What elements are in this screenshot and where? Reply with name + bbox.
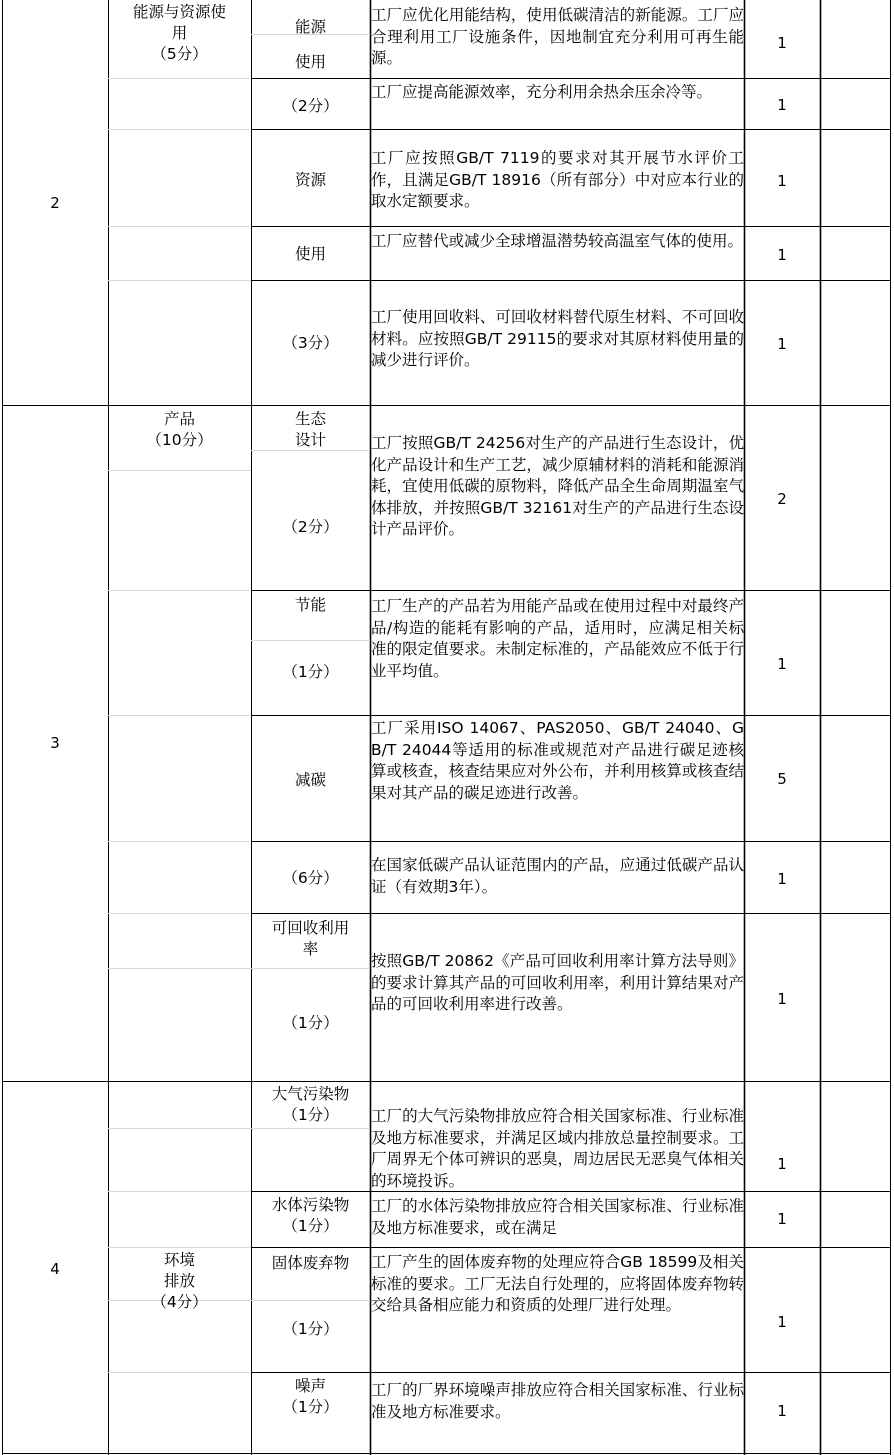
requirement-text: 工厂应优化用能结构，使用低碳清洁的新能源。工厂应合理利用工厂设施条件，因地制宜充分利用可再生能源。 (371, 6, 744, 67)
score-value: 1 (777, 1155, 787, 1173)
category-label: 能源与资源使 用 （5分） (132, 3, 226, 63)
sub-category-label: 大气污染物 （1分） (271, 1085, 350, 1124)
row-number: 2 (50, 194, 60, 212)
sub-category-label: 节能 (294, 596, 326, 614)
sub-category-label: （1分） (282, 1014, 339, 1032)
requirement-text: 工厂应替代或减少全球增温潜势较高温室气体的使用。 (371, 232, 744, 250)
score-value: 1 (777, 655, 787, 673)
row-number: 4 (50, 1260, 60, 1278)
sub-category-label: 使用 (294, 53, 326, 71)
sub-category-label: （3分） (282, 334, 339, 352)
score-value: 5 (777, 770, 787, 788)
category-label: 环境 排放 （4分） (151, 1251, 208, 1311)
requirement-text: 工厂使用回收料、可回收材料替代原生材料、不可回收材料。应按照GB/T 29115的要求对其原材料使用量的减少进行评价。 (371, 308, 744, 369)
sub-category-label: （2分） (282, 97, 339, 115)
sub-category-label: 固体废弃物 (271, 1254, 350, 1272)
row-number: 3 (50, 734, 60, 752)
requirement-text: 工厂的厂界环境噪声排放应符合相关国家标准、行业标准及地方标准要求。 (371, 1381, 744, 1421)
score-value: 1 (777, 96, 787, 114)
requirement-text: 按照GB/T 20862《产品可回收利用率计算方法导则》的要求计算其产品的可回收利用率，利用计算结果对产品的可回收利用率进行改善。 (371, 952, 744, 1013)
score-value: 1 (777, 990, 787, 1008)
score-value: 1 (777, 246, 787, 264)
score-value: 1 (777, 335, 787, 353)
score-value: 1 (777, 34, 787, 52)
sub-category-label: （1分） (282, 663, 339, 681)
score-value: 1 (777, 870, 787, 888)
sub-category-label: （2分） (282, 518, 339, 536)
sub-category-label: 水体污染物 （1分） (271, 1196, 350, 1235)
score-value: 1 (777, 1313, 787, 1331)
requirement-text: 工厂按照GB/T 24256对生产的产品进行生态设计，优化产品设计和生产工艺，减少原辅材料的消耗和能源消耗，宜使用低碳的原物料，降低产品全生命周期温室气体排放，并按照GB/T 32161对生产的产品进行生态设计产品评价。 (371, 434, 744, 538)
requirement-text: 在国家低碳产品认证范围内的产品，应通过低碳产品认证（有效期3年）。 (371, 856, 744, 896)
requirement-text: 工厂采用ISO 14067、PAS2050、GB/T 24040、GB/T 24044等适用的标准或规范对产品进行碳足迹核算或核查，核查结果应对外公布，并利用核算或核查结果对其产品的碳足迹进行改善。 (371, 719, 744, 802)
requirement-text: 工厂的水体污染物排放应符合相关国家标准、行业标准及地方标准要求，或在满足 (371, 1197, 744, 1237)
score-value: 1 (777, 1402, 787, 1420)
score-value: 2 (777, 490, 787, 508)
requirement-text: 工厂应按照GB/T 7119的要求对其开展节水评价工作，且满足GB/T 18916（所有部分）中对应本行业的取水定额要求。 (371, 149, 744, 210)
sub-category-label: （6分） (282, 869, 339, 887)
sub-category-label: 可回收利用 率 (271, 919, 350, 958)
sub-category-label: 减碳 (294, 771, 326, 789)
score-value: 1 (777, 1210, 787, 1228)
requirement-text: 工厂的大气污染物排放应符合相关国家标准、行业标准及地方标准要求，并满足区域内排放总量控制要求。工厂周界无个体可辨识的恶臭，周边居民无恶臭气体相关的环境投诉。 (371, 1107, 744, 1190)
sub-category-label: 能源 (294, 18, 326, 36)
requirement-text: 工厂产生的固体废弃物的处理应符合GB 18599及相关标准的要求。工厂无法自行处理的，应将固体废弃物转交给具备相应能力和资质的处理厂进行处理。 (371, 1253, 744, 1314)
score-value: 1 (777, 172, 787, 190)
sub-category-label: 资源 (294, 171, 326, 189)
category-label: 产品 （10分） (146, 410, 213, 449)
requirement-text: 工厂生产的产品若为用能产品或在使用过程中对最终产品/构造的能耗有影响的产品，适用时，应满足相关标准的限定值要求。未制定标准的，产品能效应不低于行业平均值。 (371, 597, 744, 680)
sub-category-label: 生态 设计 (294, 410, 326, 449)
requirement-text: 工厂应提高能源效率，充分利用余热余压余冷等。 (371, 83, 713, 101)
sub-category-label: 使用 (294, 245, 326, 263)
sub-category-label: 噪声 （1分） (282, 1377, 339, 1416)
sub-category-label: （1分） (282, 1320, 339, 1338)
